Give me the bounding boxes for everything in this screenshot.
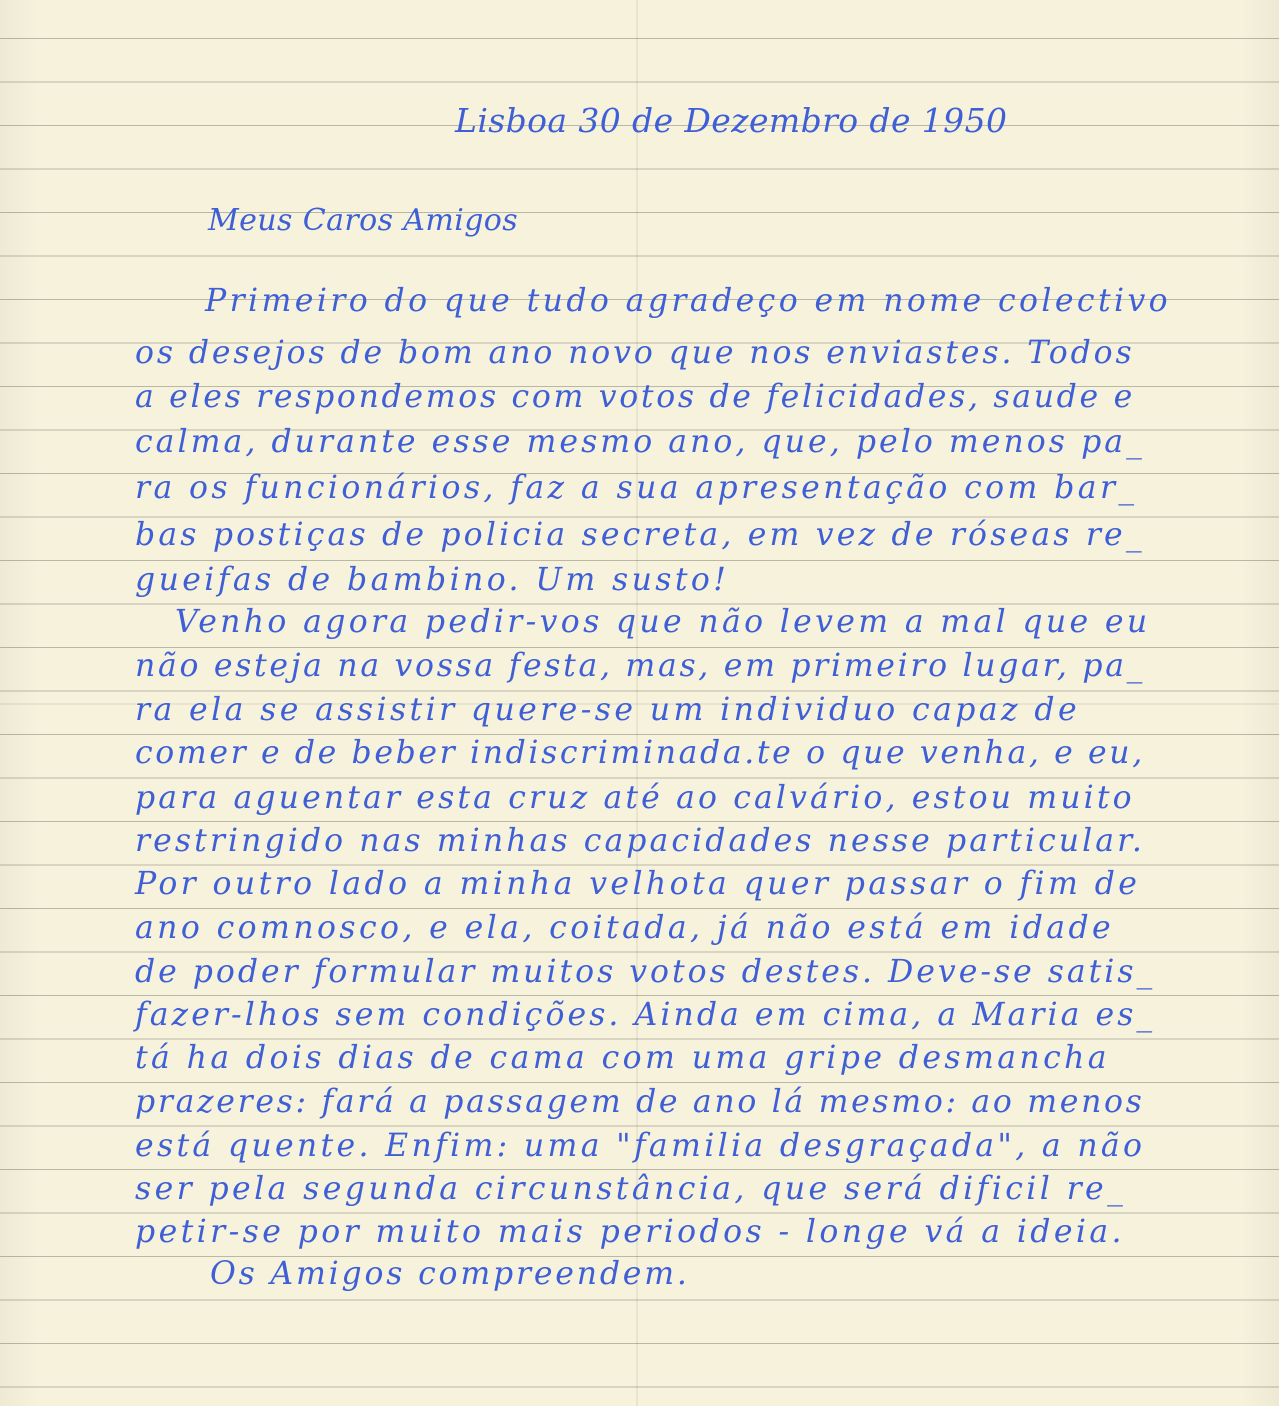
letter-line: para aguentar esta cruz até ao calvário, estou muito	[135, 780, 1135, 816]
letter-line: Por outro lado a minha velhota quer passar o fim de	[135, 866, 1141, 902]
letter-line: calma, durante esse mesmo ano, que, pelo menos pa_	[135, 424, 1145, 460]
letter-line: ra os funcionários, faz a sua apresentação com bar_	[135, 470, 1138, 506]
letter-greeting: Meus Caros Amigos	[208, 203, 519, 238]
letter-date: Lisboa 30 de Dezembro de 1950	[455, 101, 1008, 140]
letter-line: ser pela segunda circunstância, que será dificil re_	[135, 1171, 1127, 1207]
letter-line: ano comnosco, e ela, coitada, já não está em idade	[135, 910, 1115, 946]
letter-line: a eles respondemos com votos de felicidades, saude e	[135, 379, 1135, 415]
letter-line: comer e de beber indiscriminada.te o que venha, e eu,	[135, 735, 1145, 771]
letter-line: está quente. Enfim: uma "familia desgraçada", a não	[135, 1128, 1146, 1164]
letter-line: Venho agora pedir-vos que não levem a mal que eu	[175, 604, 1151, 640]
letter-line: restringido nas minhas capacidades nesse particular.	[135, 823, 1145, 859]
letter-line: ra ela se assistir quere-se um individuo capaz de	[135, 692, 1081, 728]
letter-line: prazeres: fará a passagem de ano lá mesmo: ao menos	[135, 1084, 1145, 1120]
letter-line: Os Amigos compreendem.	[210, 1256, 690, 1292]
letter-line: fazer-lhos sem condições. Ainda em cima, a Maria es_	[135, 997, 1156, 1033]
letter-line: não esteja na vossa festa, mas, em primeiro lugar, pa_	[135, 648, 1146, 684]
letter-line: gueifas de bambino. Um susto!	[135, 562, 730, 598]
letter-line: de poder formular muitos votos destes. Deve-se satis_	[135, 954, 1156, 990]
letter-line: tá ha dois dias de cama com uma gripe desmancha	[135, 1040, 1110, 1076]
letter-line: os desejos de bom ano novo que nos enviastes. Todos	[135, 335, 1135, 371]
letter-line: petir-se por muito mais periodos - longe vá a ideia.	[135, 1214, 1125, 1250]
letter-line: Primeiro do que tudo agradeço em nome colectivo	[205, 283, 1172, 319]
letter-line: bas postiças de policia secreta, em vez de róseas re_	[135, 517, 1145, 553]
